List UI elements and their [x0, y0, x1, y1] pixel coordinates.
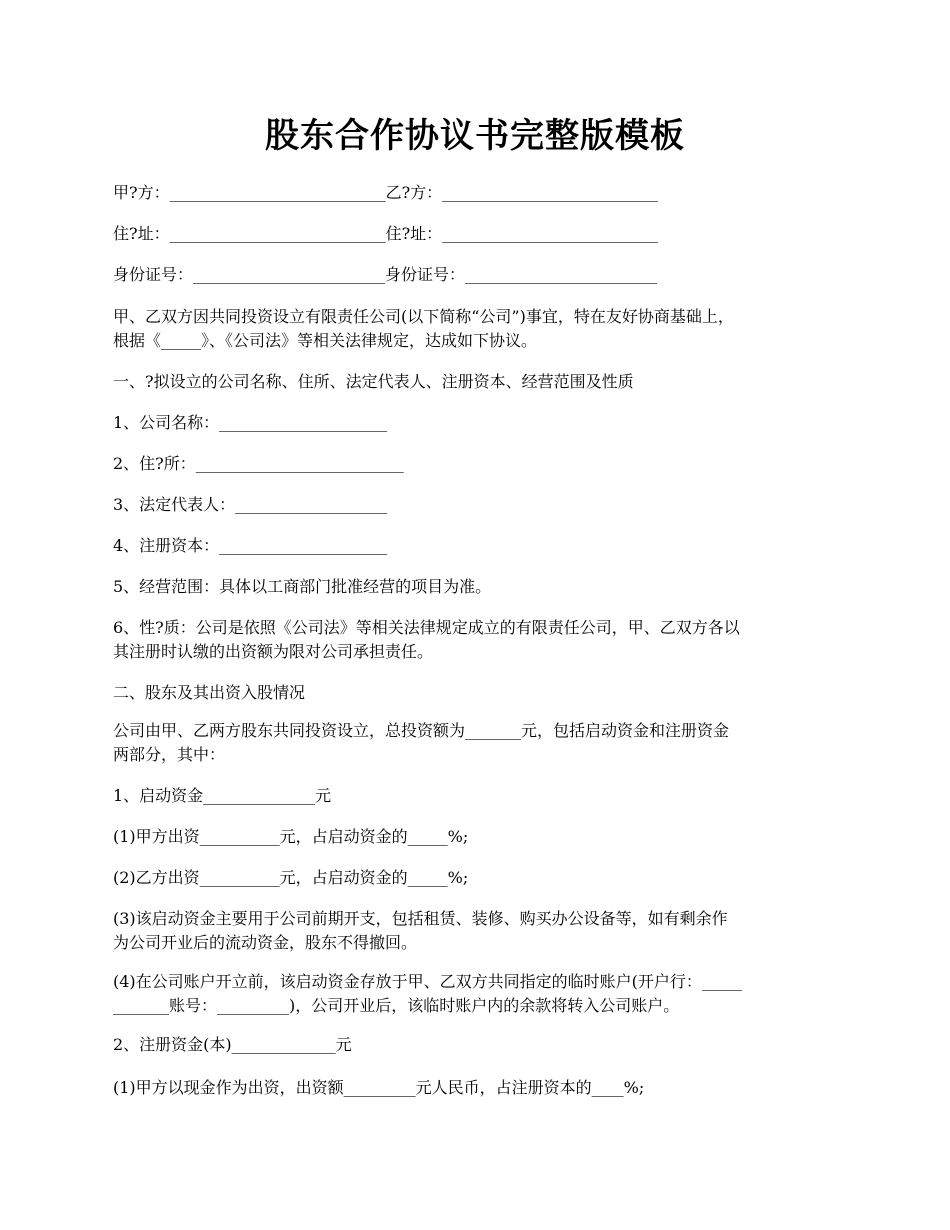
- company-nature-paragraph: [113, 616, 843, 664]
- section-heading-1: 一、?拟设立的公司名称、住所、法定代表人、注册资本、经营范围及性质: [113, 372, 634, 391]
- startup-usage-line-1: (3)该启动资金主要用于公司前期开支，包括租赁、装修、购买办公设备等，如有剩余作: [113, 909, 728, 928]
- party-names-line: 甲?方：___________________________乙?方：___________________________: [113, 183, 659, 202]
- party-b-startup-line: (2)乙方出资__________元，占启动资金的_____%;: [113, 868, 469, 887]
- company-nature-line-2: 其注册时认缴的出资额为限对公司承担责任。: [113, 642, 434, 661]
- registered-capital-line: 4、注册资本：_____________________: [113, 536, 388, 555]
- party-a-cash-line: (1)甲方以现金作为出资，出资额_________元人民币，占注册资本的____%;: [113, 1078, 645, 1097]
- temporary-account-line-2: _______账号：_________)，公司开业后，该临时账户内的余款将转入公司账户。: [113, 996, 680, 1015]
- company-address-line: 2、住?所：__________________________: [113, 454, 404, 473]
- document-title: 股东合作协议书完整版模板: [265, 116, 685, 156]
- business-scope-line: 5、经营范围：具体以工商部门批准经营的项目为准。: [113, 577, 492, 596]
- company-nature-line-1: 6、性?质：公司是依照《公司法》等相关法律规定成立的有限责任公司，甲、乙双方各以: [113, 618, 740, 637]
- intro-paragraph-line-2: 根据《_____》、《公司法》等相关法律规定，达成如下协议。: [113, 331, 538, 350]
- party-id-line: 身份证号：________________________身份证号：________________________: [113, 265, 658, 284]
- investment-line-1: 公司由甲、乙两方股东共同投资设立，总投资额为_______元，包括启动资金和注册资金: [113, 721, 730, 740]
- startup-funds-line: 1、启动资金______________元: [113, 786, 332, 805]
- section-heading-2: 二、股东及其出资入股情况: [113, 683, 306, 702]
- startup-usage-paragraph: [113, 907, 843, 955]
- temporary-account-line-1: (4)在公司账户开立前，该启动资金存放于甲、乙双方共同指定的临时账户(开户行：_____: [113, 972, 742, 991]
- legal-representative-line: 3、法定代表人：___________________: [113, 495, 388, 514]
- intro-paragraph: [113, 305, 843, 353]
- startup-usage-line-2: 为公司开业后的流动资金，股东不得撤回。: [113, 933, 418, 952]
- temporary-account-paragraph: [113, 970, 843, 1018]
- registered-funds-line: 2、注册资金(本)_____________元: [113, 1035, 352, 1054]
- investment-paragraph: [113, 719, 843, 767]
- intro-paragraph-line-1: 甲、乙双方因共同投资设立有限责任公司(以下简称“公司”)事宜，特在友好协商基础上，: [113, 307, 734, 326]
- company-name-line: 1、公司名称：_____________________: [113, 413, 388, 432]
- party-a-startup-line: (1)甲方出资__________元，占启动资金的_____%;: [113, 827, 469, 846]
- party-address-line: 住?址：___________________________住?址：___________________________: [113, 224, 659, 243]
- investment-line-2: 两部分，其中：: [113, 745, 226, 764]
